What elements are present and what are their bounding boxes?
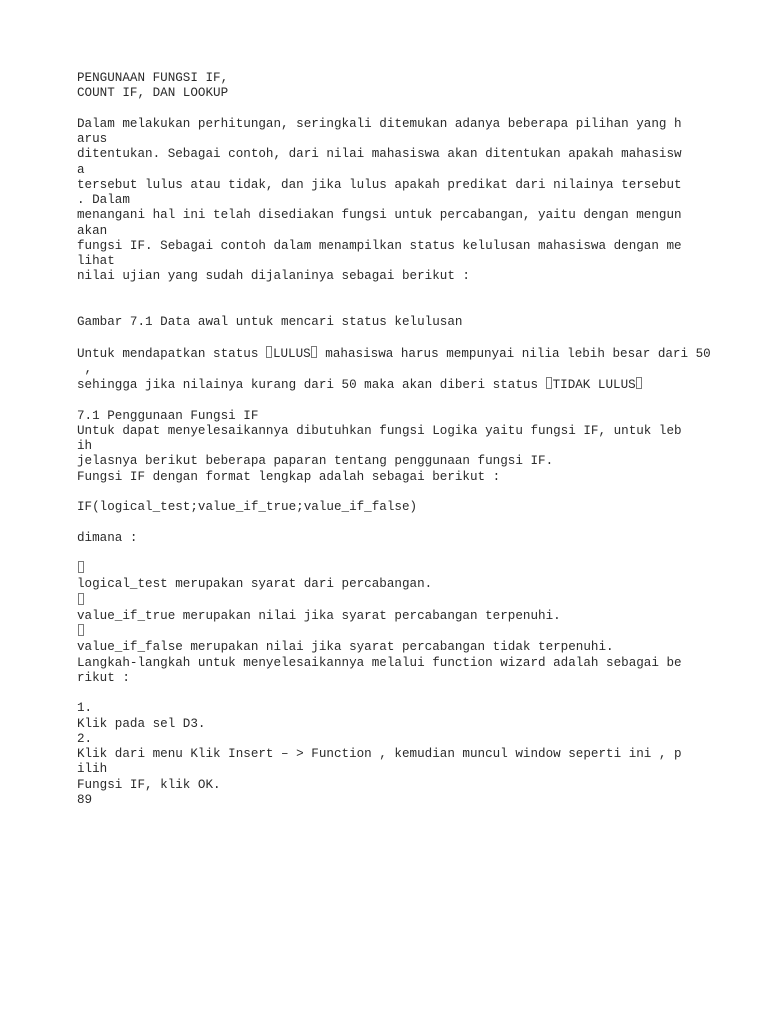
- missing-glyph-icon: [311, 346, 317, 358]
- intro-line: arus: [77, 132, 108, 146]
- status-quoted: TIDAK LULUS: [552, 378, 636, 392]
- where-label: dimana :: [77, 530, 138, 545]
- missing-glyph-icon: [636, 377, 642, 389]
- definition-item: logical_test merupakan syarat dari percabangan.: [77, 577, 433, 592]
- intro-line: Dalam melakukan perhitungan, seringkali ditemukan adanya beberapa pilihan yang h: [77, 116, 682, 131]
- intro-line: tersebut lulus atau tidak, dan jika lulus apakah predikat dari nilainya tersebut: [77, 177, 682, 192]
- definition-item: value_if_true merupakan nilai jika syarat percabangan terpenuhi.: [77, 608, 561, 623]
- status-text: sehingga jika nilainya kurang dari 50 maka akan diberi status: [77, 378, 546, 392]
- intro-line: akan: [77, 223, 108, 238]
- status-text: mahasiswa harus mempunyai nilia lebih besar dari 50: [317, 346, 711, 361]
- section-heading: 7.1 Penggunaan Fungsi IF: [77, 408, 259, 423]
- section-line: Untuk dapat menyelesaikannya dibutuhkan fungsi Logika yaitu fungsi IF, untuk leb: [77, 423, 682, 438]
- bullet-marker: [77, 624, 749, 640]
- step-text: Klik pada sel D3.: [77, 716, 206, 731]
- page-number: 89: [77, 792, 93, 807]
- step-number: 1.: [77, 701, 93, 716]
- step-number: 2.: [77, 731, 93, 746]
- title-line-2: COUNT IF, DAN LOOKUP: [77, 86, 229, 101]
- step-text: ilih: [77, 762, 108, 777]
- status-line-2: ,: [77, 361, 93, 376]
- steps-intro-line: Langkah-langkah untuk menyelesaikannya melalui function wizard adalah sebagai be: [77, 655, 682, 670]
- title-line-1: PENGUNAAN FUNGSI IF,: [77, 71, 229, 85]
- intro-line: ditentukan. Sebagai contoh, dari nilai mahasiswa akan ditentukan apakah mahasisw: [77, 147, 682, 162]
- intro-line: nilai ujian yang sudah dijalaninya sebagai berikut :: [77, 269, 470, 284]
- definition-item: value_if_false merupakan nilai jika syarat percabangan tidak terpenuhi.: [77, 640, 614, 655]
- spacer: [77, 285, 749, 300]
- spacer: [77, 300, 749, 315]
- spacer: [77, 686, 749, 701]
- spacer: [77, 546, 749, 561]
- spacer: [77, 393, 749, 408]
- steps-intro-line: rikut :: [77, 670, 130, 685]
- status-text: Untuk mendapatkan status: [77, 346, 266, 361]
- if-syntax: IF(logical_test;value_if_true;value_if_false): [77, 500, 418, 514]
- bullet-icon: [78, 561, 84, 573]
- bullet-icon: [78, 593, 84, 605]
- missing-glyph-icon: [266, 346, 272, 358]
- intro-line: lihat: [77, 254, 115, 268]
- intro-line: . Dalam: [77, 193, 130, 207]
- intro-line: menangani hal ini telah disediakan fungsi untuk percabangan, yaitu dengan mengun: [77, 208, 682, 223]
- bullet-icon: [78, 624, 84, 636]
- intro-line: fungsi IF. Sebagai contoh dalam menampilkan status kelulusan mahasiswa dengan me: [77, 238, 682, 253]
- bullet-marker: [77, 593, 749, 609]
- status-quoted: LULUS: [272, 346, 311, 361]
- spacer: [77, 485, 749, 500]
- spacer: [77, 330, 749, 345]
- step-text: Klik dari menu Klik Insert – > Function , kemudian muncul window seperti ini , p: [77, 747, 682, 761]
- intro-line: a: [77, 162, 85, 177]
- status-line-1: [77, 346, 749, 362]
- section-line: jelasnya berikut beberapa paparan tentang penggunaan fungsi IF.: [77, 454, 554, 469]
- step-text: Fungsi IF, klik OK.: [77, 777, 221, 792]
- spacer: [77, 515, 749, 530]
- bullet-marker: [77, 561, 749, 577]
- document-text: [77, 71, 749, 808]
- status-line-3: [77, 377, 749, 393]
- missing-glyph-icon: [546, 377, 552, 389]
- section-line: Fungsi IF dengan format lengkap adalah sebagai berikut :: [77, 469, 501, 484]
- spacer: [77, 102, 749, 117]
- figure-caption: Gambar 7.1 Data awal untuk mencari status kelulusan: [77, 315, 463, 329]
- section-line: ih: [77, 439, 93, 453]
